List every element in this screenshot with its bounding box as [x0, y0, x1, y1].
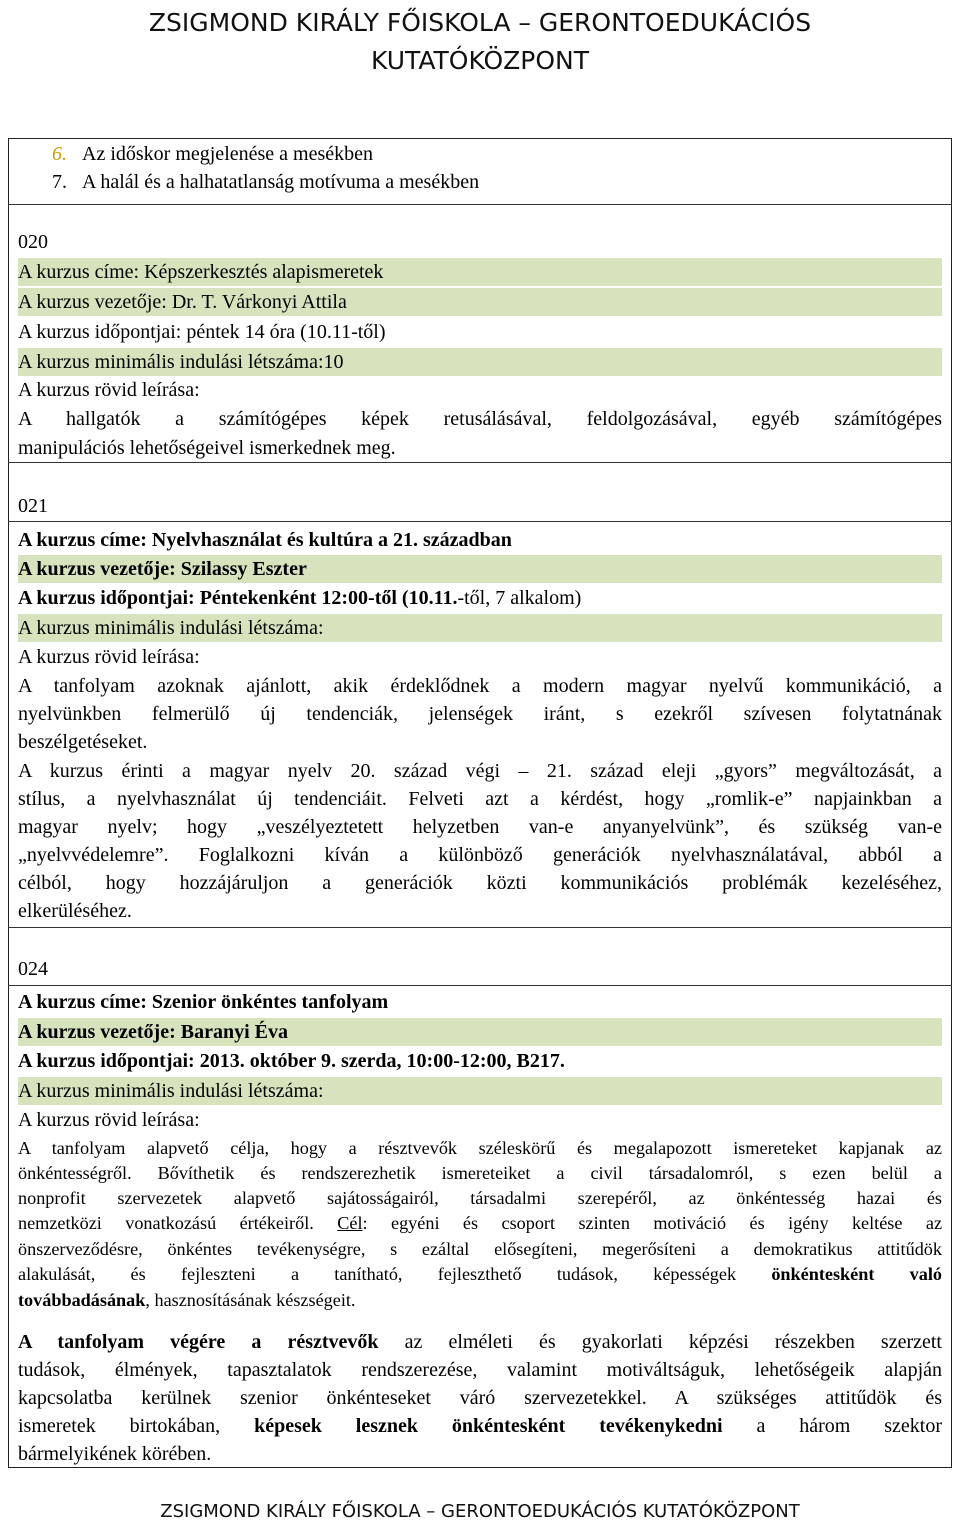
course-times: A kurzus időpontjai: 2013. október 9. szerda, 10:00-12:00, B217. — [18, 1050, 565, 1072]
paragraph-line: „nyelvvédelemre”. Foglalkozni kíván a különböző generációk nyelvhasználatával, abból a — [18, 844, 942, 866]
paragraph-line: nonprofit szervezetek alapvető sajátosságairól, társadalmi szerepéről, az önkéntesség hazai és — [18, 1188, 942, 1208]
text-run: egyéni és csoport szinten motiváció és igény keltése az — [391, 1213, 943, 1233]
course-leader: A kurzus vezetője: Dr. T. Várkonyi Attila — [18, 288, 942, 316]
course-title: A kurzus címe: Szenior önkéntes tanfolyam — [18, 991, 389, 1013]
paragraph-line: bármelyikének körében. — [18, 1443, 212, 1465]
course-code-020: 020 — [18, 231, 48, 253]
course-code-021: 021 — [18, 495, 48, 517]
course-min-size: A kurzus minimális indulási létszáma: — [18, 1077, 942, 1105]
course-leader: A kurzus vezetője: Szilassy Eszter — [18, 555, 942, 583]
bold-run: képesek lesznek önkéntesként tevékenykedni — [254, 1415, 723, 1437]
course-desc-label: A kurzus rövid leírása: — [18, 379, 200, 401]
paragraph-line: célból, hogy hozzájáruljon a generációk közti kommunikációs problémák kezeléséhez, — [18, 872, 942, 894]
paragraph-line: stílus, a nyelvhasználat új tendenciáit. Felveti azt a kérdést, hogy „romlik-e” napjainkban a — [18, 788, 942, 810]
list-text: A halál és a halhatatlanság motívuma a mesékben — [82, 171, 480, 193]
paragraph-line — [18, 1262, 942, 1288]
divider — [8, 521, 952, 522]
course-title: A kurzus címe: Nyelvhasználat és kultúra a 21. században — [18, 529, 512, 551]
course-times — [18, 584, 942, 612]
paragraph-line: önkéntességről. Bővíthetik és rendszerezhetik ismereteiket a civil társadalomról, s ezen belül a — [18, 1163, 942, 1183]
paragraph-line: A kurzus érinti a magyar nyelv 20. század végi – 21. század eleji „gyors” megváltozását, a — [18, 760, 942, 782]
paragraph-line: elkerüléséhez. — [18, 900, 132, 922]
paragraph-line — [18, 1328, 942, 1356]
divider — [8, 462, 952, 463]
list-text: Az időskor megjelenése a mesékben — [82, 143, 374, 165]
text-run: ismeretek birtokában, — [18, 1415, 221, 1437]
paragraph-line: nyelvünkben felmerülő új tendenciák, jelenségek iránt, s ezekről szívesen folytatnának — [18, 703, 942, 725]
paragraph-line — [18, 1288, 942, 1314]
divider — [8, 985, 952, 986]
paragraph-line: beszélgetéseket. — [18, 731, 148, 753]
paragraph-line: A tanfolyam alapvető célja, hogy a résztvevők széleskörű és megalapozott ismereteket kapjanak az — [18, 1138, 942, 1158]
course-min-size: A kurzus minimális indulási létszáma:10 — [18, 348, 942, 376]
text-run: : — [362, 1213, 368, 1233]
bold-run: továbbadásának — [18, 1290, 146, 1310]
text-run: , hasznosításának készségeit. — [145, 1290, 356, 1310]
course-code-024: 024 — [18, 958, 48, 980]
course-desc-label: A kurzus rövid leírása: — [18, 1109, 200, 1131]
text-run: alakulását, és fejleszteni a tanítható, fejleszthető tudások, képességek — [18, 1264, 737, 1284]
course-times: A kurzus időpontjai: péntek 14 óra (10.11-től) — [18, 321, 386, 343]
divider — [8, 927, 952, 928]
course-min-size: A kurzus minimális indulási létszáma: — [18, 614, 942, 642]
header-line-1: ZSIGMOND KIRÁLY FŐISKOLA – GERONTOEDUKÁCIÓS — [148, 8, 812, 37]
course-title: A kurzus címe: Képszerkesztés alapismeretek — [18, 258, 942, 286]
text-run: az elméleti és gyakorlati képzési részekben szerzett — [404, 1331, 942, 1353]
list-item-6 — [52, 140, 932, 168]
bold-run: önkéntesként való — [771, 1264, 943, 1284]
divider — [8, 204, 952, 205]
list-number: 6. — [52, 143, 67, 165]
paragraph-line: kapcsolatba kerülnek szenior önkénteseket váró szervezetekkel. A szükséges attitűdök és — [18, 1387, 942, 1409]
page-header — [0, 4, 960, 80]
paragraph-line: önszerveződésre, önkéntes tevékenységre, s ezáltal elősegíteni, megerősíteni a demokratikus attitűdök — [18, 1239, 942, 1259]
text-run: nemzetközi vonatkozású értékeiről. — [18, 1213, 314, 1233]
goal-label: Cél — [337, 1213, 363, 1233]
list-item-7 — [52, 168, 932, 196]
paragraph-line — [18, 1412, 942, 1440]
course-times-bold: A kurzus időpontjai: Péntekenként 12:00-től (10.11. — [18, 587, 458, 609]
paragraph-line: tudások, élmények, tapasztalatok rendszerezése, valamint motiváltságuk, lehetőségeik alapján — [18, 1359, 942, 1381]
paragraph-line: A tanfolyam azoknak ajánlott, akik érdeklődnek a modern magyar nyelvű kommunikáció, a — [18, 675, 942, 697]
paragraph-line: magyar nyelv; hogy „veszélyeztetett helyzetben van-e anyanyelvünk”, és szükség van-e — [18, 816, 942, 838]
course-leader: A kurzus vezetője: Baranyi Éva — [18, 1018, 942, 1046]
course-desc-line: A hallgatók a számítógépes képek retusálásával, feldolgozásával, egyéb számítógépes — [18, 408, 942, 430]
list-number: 7. — [52, 171, 67, 193]
header-line-2: KUTATÓKÖZPONT — [370, 46, 590, 75]
bold-run: A tanfolyam végére a résztvevők — [18, 1331, 379, 1353]
text-run: a három szektor — [756, 1415, 942, 1437]
paragraph-line — [18, 1211, 942, 1237]
page-footer: ZSIGMOND KIRÁLY FŐISKOLA – GERONTOEDUKÁCIÓS KUTATÓKÖZPONT — [160, 1501, 800, 1522]
course-times-rest: -től, 7 alkalom) — [457, 587, 582, 609]
course-desc-line: manipulációs lehetőségeivel ismerkednek meg. — [18, 437, 396, 459]
course-desc-label: A kurzus rövid leírása: — [18, 646, 200, 668]
